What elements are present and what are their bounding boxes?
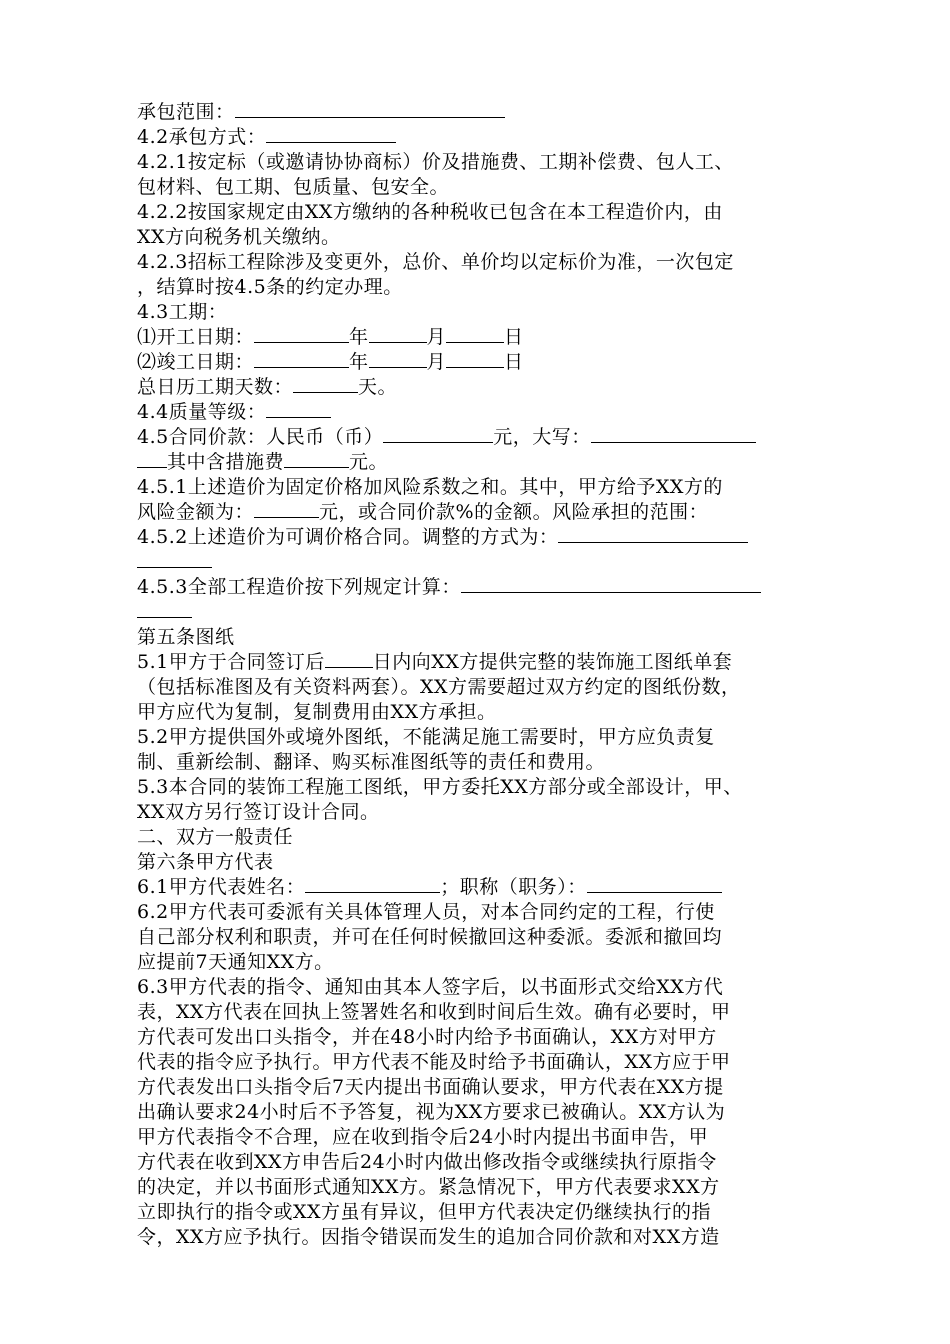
blank-field <box>254 350 349 368</box>
blank-field <box>369 350 427 368</box>
blank-field <box>137 450 167 468</box>
blank-field <box>266 400 331 418</box>
contract-page <box>137 100 827 1250</box>
blank-field <box>137 600 192 618</box>
adjust-line: 4.5.2上述造价为可调价格合同。调整的方式为： <box>137 525 827 550</box>
text-line: 5.2甲方提供国外或境外图纸，不能满足施工需要时，甲方应负责复 <box>137 726 715 748</box>
chapter-heading: 二、双方一般责任 <box>137 826 294 848</box>
text-line: 表，XX方代表在回执上签署姓名和收到时间后生效。确有必要时，甲 <box>137 1001 731 1023</box>
blank-continuation <box>137 600 827 625</box>
section-heading: 第六条甲方代表 <box>137 851 274 873</box>
blank-field <box>446 350 504 368</box>
text-line: 6.2甲方代表可委派有关具体管理人员，对本合同约定的工程，行使 <box>137 901 715 923</box>
calc-line: 4.5.3全部工程造价按下列规定计算： <box>137 575 827 600</box>
text-line: 方代表发出口头指令后7天内提出书面确认要求，甲方代表在XX方提 <box>137 1076 724 1098</box>
text-line: 4.5.1上述造价为固定价格加风险系数之和。其中，甲方给予XX方的 <box>137 476 723 498</box>
text-line: 5.3本合同的装饰工程施工图纸，甲方委托XX方部分或全部设计，甲、 <box>137 776 743 798</box>
text-line: 4.2.1按定标（或邀请协协商标）价及措施费、工期补偿费、包人工、 <box>137 151 734 173</box>
blank-continuation <box>137 550 827 575</box>
blank-field <box>369 325 427 343</box>
text-line: （包括标准图及有关资料两套）。XX方需要超过双方约定的图纸份数， <box>137 676 741 698</box>
quality-line: 4.4质量等级： <box>137 400 827 425</box>
text-line: 包材料、包工期、包质量、包安全。 <box>137 176 450 198</box>
text-line: XX方向税务机关缴纳。 <box>137 226 341 248</box>
blank-field <box>587 875 722 893</box>
blank-field <box>325 650 373 668</box>
blank-field <box>235 100 505 118</box>
text-line: ，结算时按4.5条的约定办理。 <box>137 276 403 298</box>
representative-line: 6.1甲方代表姓名： ；职称（职务）： <box>137 875 827 900</box>
start-date-line: ⑴开工日期： 年 月 日 <box>137 326 524 348</box>
blank-field <box>284 450 349 468</box>
blank-field <box>266 125 396 143</box>
text-line: 4.2.3招标工程除涉及变更外，总价、单价均以定标价为准，一次包定 <box>137 251 734 273</box>
text-line: 自己部分权利和职责，并可在任何时候撤回这种委派。委派和撤回均 <box>137 926 723 948</box>
text-line: 甲方代表指令不合理，应在收到指令后24小时内提出书面申告，甲 <box>137 1126 709 1148</box>
blank-field <box>254 325 349 343</box>
text-line: 立即执行的指令或XX方虽有异议，但甲方代表决定仍继续执行的指 <box>137 1201 712 1223</box>
blank-field <box>558 525 748 543</box>
drawings-line: 5.1甲方于合同签订后 日内向XX方提供完整的装饰施工图纸单套 <box>137 651 733 673</box>
section-heading: 第五条图纸 <box>137 626 235 648</box>
blank-field <box>446 325 504 343</box>
text-line: 方代表可发出口头指令，并在48小时内给予书面确认，XX方对甲方 <box>137 1026 717 1048</box>
scope-line: 承包范围： <box>137 100 827 125</box>
text-line: 应提前7天通知XX方。 <box>137 951 334 973</box>
text-line: 出确认要求24小时后不予答复，视为XX方要求已被确认。XX方认为 <box>137 1101 726 1123</box>
end-date-line: ⑵竣工日期： 年 月 日 <box>137 351 524 373</box>
blank-field <box>293 375 358 393</box>
text-line: 甲方应代为复制，复制费用由XX方承担。 <box>137 701 497 723</box>
total-days-line: 总日历工期天数： 天。 <box>137 376 398 398</box>
blank-field <box>254 500 319 518</box>
blank-field <box>591 425 756 443</box>
blank-field <box>461 575 761 593</box>
contract-method-line: 4.2承包方式： <box>137 125 827 150</box>
blank-field <box>137 550 212 568</box>
text-line: 4.2.2按国家规定由XX方缴纳的各种税收已包含在本工程造价内，由 <box>137 201 723 223</box>
text-line: 6.3甲方代表的指令、通知由其本人签字后，以书面形式交给XX方代 <box>137 976 724 998</box>
risk-line: 风险金额为： 元，或合同价款%的金额。风险承担的范围： <box>137 501 709 523</box>
text-line: XX双方另行签订设计合同。 <box>137 801 380 823</box>
text-line: 制、重新绘制、翻译、购买标准图纸等的责任和费用。 <box>137 751 606 773</box>
text-line: 令，XX方应予执行。因指令错误而发生的追加合同价款和对XX方造 <box>137 1226 720 1248</box>
text-line: 代表的指令应予执行。甲方代表不能及时给予书面确认，XX方应于甲 <box>137 1051 731 1073</box>
text-line: 方代表在收到XX方申告后24小时内做出修改指令或继续执行原指令 <box>137 1151 717 1173</box>
blank-field <box>305 875 440 893</box>
price-line: 4.5合同价款：人民币（币） 元，大写： <box>137 425 827 450</box>
text-line: 4.3工期： <box>137 301 228 323</box>
text-line: 的决定，并以书面形式通知XX方。紧急情况下，甲方代表要求XX方 <box>137 1176 720 1198</box>
blank-field <box>383 425 493 443</box>
measures-fee-line: 其中含措施费 元。 <box>137 450 827 475</box>
